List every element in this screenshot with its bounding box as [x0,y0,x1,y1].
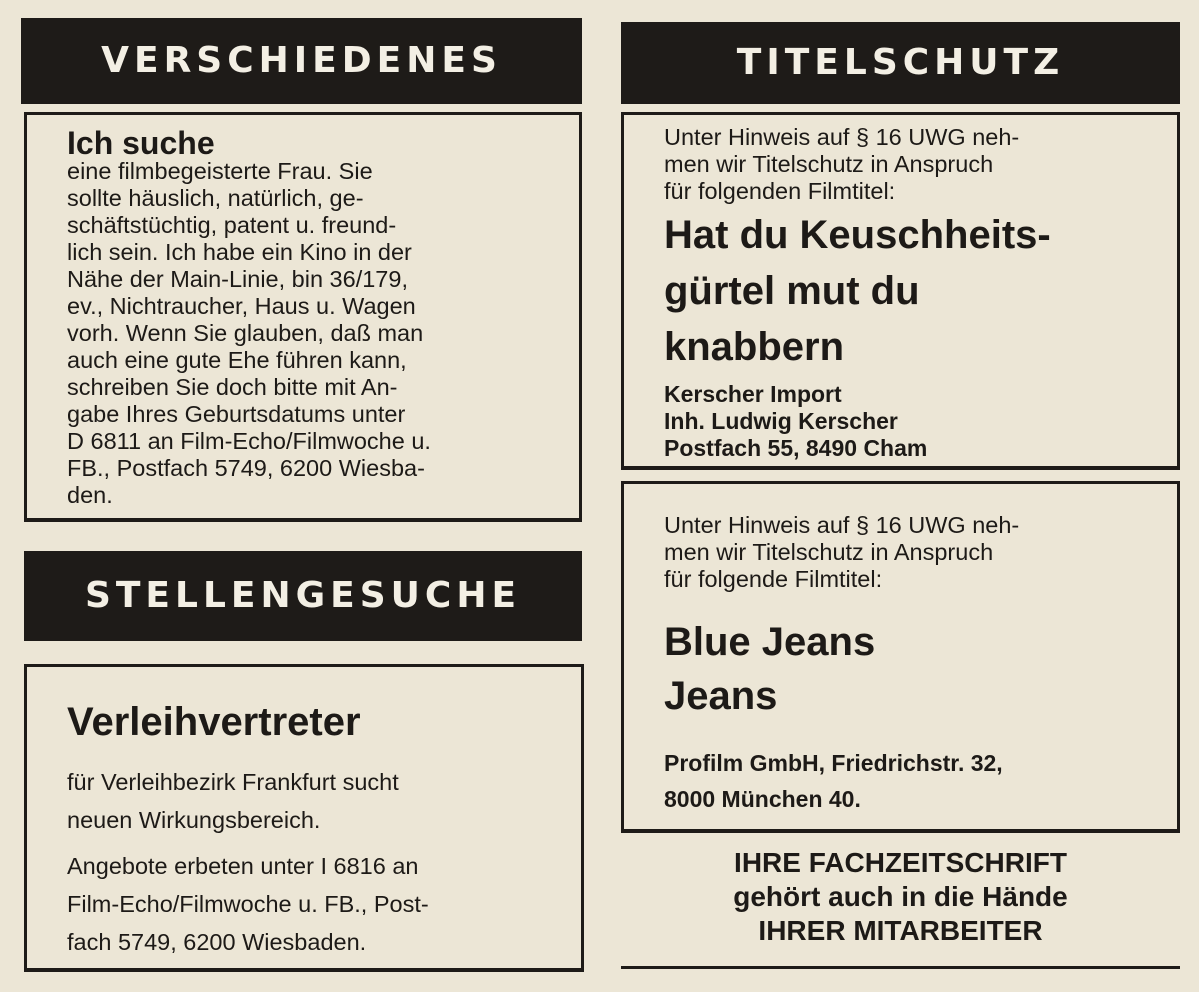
verschiedenes-header [21,18,582,104]
ad-line: lich sein. Ich habe ein Kino in der [67,239,412,265]
ad-line: gabe Ihres Geburtsdatums unter [67,401,406,427]
ad-line: D 6811 an Film-Echo/Filmwoche u. [67,428,431,454]
ad-title: Verleihvertreter [67,700,361,744]
divider [621,966,1180,969]
film-title [664,207,1139,375]
film-title-line: Hat du Keuschheits- [664,213,1051,257]
promo-line: IHRE FACHZEITSCHRIFT [734,847,1067,878]
ad-body [67,158,545,509]
ad-title: Ich suche [67,125,215,161]
promo-line: gehört auch in die Hände [733,881,1068,912]
ad-line: men wir Titelschutz in Anspruch [664,539,994,565]
ad-line: Film-Echo/Filmwoche u. FB., Post- [67,891,429,917]
ad-line: fach 5749, 6200 Wiesbaden. [67,929,367,955]
contact-line: Postfach 55, 8490 Cham [664,435,928,461]
ad-line: neuen Wirkungsbereich. [67,807,321,833]
film-title [664,615,1139,723]
ad-line: vorh. Wenn Sie glauben, daß man [67,320,424,346]
ad-line: schäftstüchtig, patent u. freund- [67,212,397,238]
film-title-line: knabbern [664,325,845,369]
titelschutz-header-text: TITELSCHUTZ [736,42,1065,83]
ad-intro [664,124,1139,205]
ad-contact [664,745,1139,817]
film-title-line: Jeans [664,674,778,718]
promo-line: IHRER MITARBEITER [758,915,1043,946]
ad-line: auch eine gute Ehe führen kann, [67,347,407,373]
stellengesuche-header [24,551,582,641]
titelschutz-ad-2 [621,481,1180,833]
titelschutz-header [621,22,1180,104]
ad-line: eine filmbegeisterte Frau. Sie [67,158,373,184]
ad-body [67,763,545,961]
verschiedenes-header-text: VERSCHIEDENES [101,40,502,81]
promo-box [621,846,1180,948]
ad-line: ev., Nichtraucher, Haus u. Wagen [67,293,416,319]
verschiedenes-ad [24,114,582,522]
contact-line: Profilm GmbH, Friedrichstr. 32, [664,750,1003,776]
ad-line: für folgende Filmtitel: [664,566,883,592]
film-title-line: gürtel mut du [664,269,920,313]
ad-line: den. [67,482,113,508]
stellengesuche-header-text: STELLENGESUCHE [84,575,522,616]
ad-line: für Verleihbezirk Frankfurt sucht [67,769,399,795]
ad-line: FB., Postfach 5749, 6200 Wiesba- [67,455,425,481]
contact-line: 8000 München 40. [664,786,861,812]
ad-line: schreiben Sie doch bitte mit An- [67,374,398,400]
ad-line: für folgenden Filmtitel: [664,178,896,204]
ad-contact [664,381,1139,462]
ad-line: Unter Hinweis auf § 16 UWG neh- [664,124,1020,150]
contact-line: Kerscher Import [664,381,842,407]
ad-line: men wir Titelschutz in Anspruch [664,151,994,177]
stellengesuche-ad [24,664,584,972]
ad-intro [664,512,1139,593]
ad-line: Nähe der Main-Linie, bin 36/179, [67,266,408,292]
contact-line: Inh. Ludwig Kerscher [664,408,898,434]
titelschutz-ad-1 [621,114,1180,470]
ad-line: Unter Hinweis auf § 16 UWG neh- [664,512,1020,538]
ad-line: Angebote erbeten unter I 6816 an [67,853,419,879]
ad-line: sollte häuslich, natürlich, ge- [67,185,364,211]
film-title-line: Blue Jeans [664,620,876,664]
